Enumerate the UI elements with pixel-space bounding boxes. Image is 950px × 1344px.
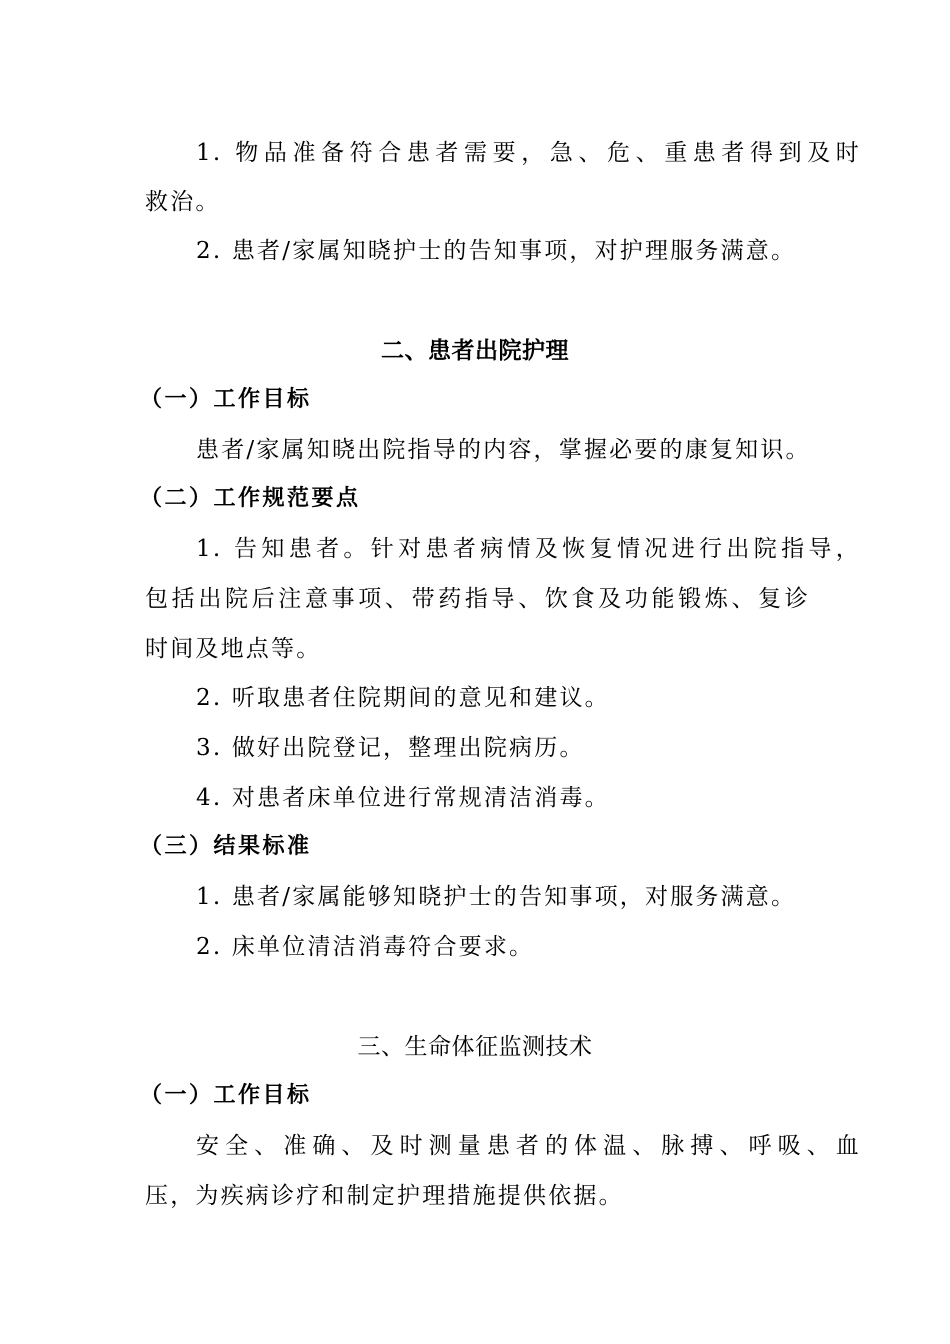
result-item-1-line-2: 救治。	[145, 189, 221, 215]
spec-item-4: 4. 对患者床单位进行常规清洁消毒。	[196, 785, 610, 811]
section-3-goal-line-1: 安全、准确、及时测量患者的体温、脉搏、呼吸、血	[196, 1133, 861, 1159]
result-item-2: 2. 患者/家属知晓护士的告知事项，对护理服务满意。	[196, 238, 797, 264]
spec-item-1-line-2: 包括出院后注意事项、带药指导、饮食及功能锻炼、复诊	[145, 586, 810, 612]
spec-item-1-line-3: 时间及地点等。	[145, 636, 322, 662]
section-2-result-heading: （三）结果标准	[140, 834, 312, 859]
section-2-goal-text: 患者/家属知晓出院指导的内容，掌握必要的康复知识。	[196, 437, 811, 463]
spec-item-1-line-1: 1. 告知患者。针对患者病情及恢复情况进行出院指导，	[196, 536, 861, 562]
section-2-title: 二、患者出院护理	[381, 338, 569, 364]
section-2-result-item-1: 1. 患者/家属能够知晓护士的告知事项，对服务满意。	[196, 884, 797, 910]
section-3-title: 三、生命体征监测技术	[357, 1034, 593, 1060]
section-3-goal-line-2: 压，为疾病诊疗和制定护理措施提供依据。	[145, 1183, 624, 1209]
section-3-goal-heading: （一）工作目标	[140, 1083, 312, 1108]
spec-item-3: 3. 做好出院登记，整理出院病历。	[196, 735, 585, 761]
section-2-goal-heading: （一）工作目标	[140, 387, 312, 412]
result-item-1-line-1: 1. 物品准备符合患者需要，急、危、重患者得到及时	[196, 140, 861, 166]
spec-item-2: 2. 听取患者住院期间的意见和建议。	[196, 685, 610, 711]
section-2-result-item-2: 2. 床单位清洁消毒符合要求。	[196, 934, 535, 960]
section-2-spec-heading: （二）工作规范要点	[140, 486, 361, 511]
